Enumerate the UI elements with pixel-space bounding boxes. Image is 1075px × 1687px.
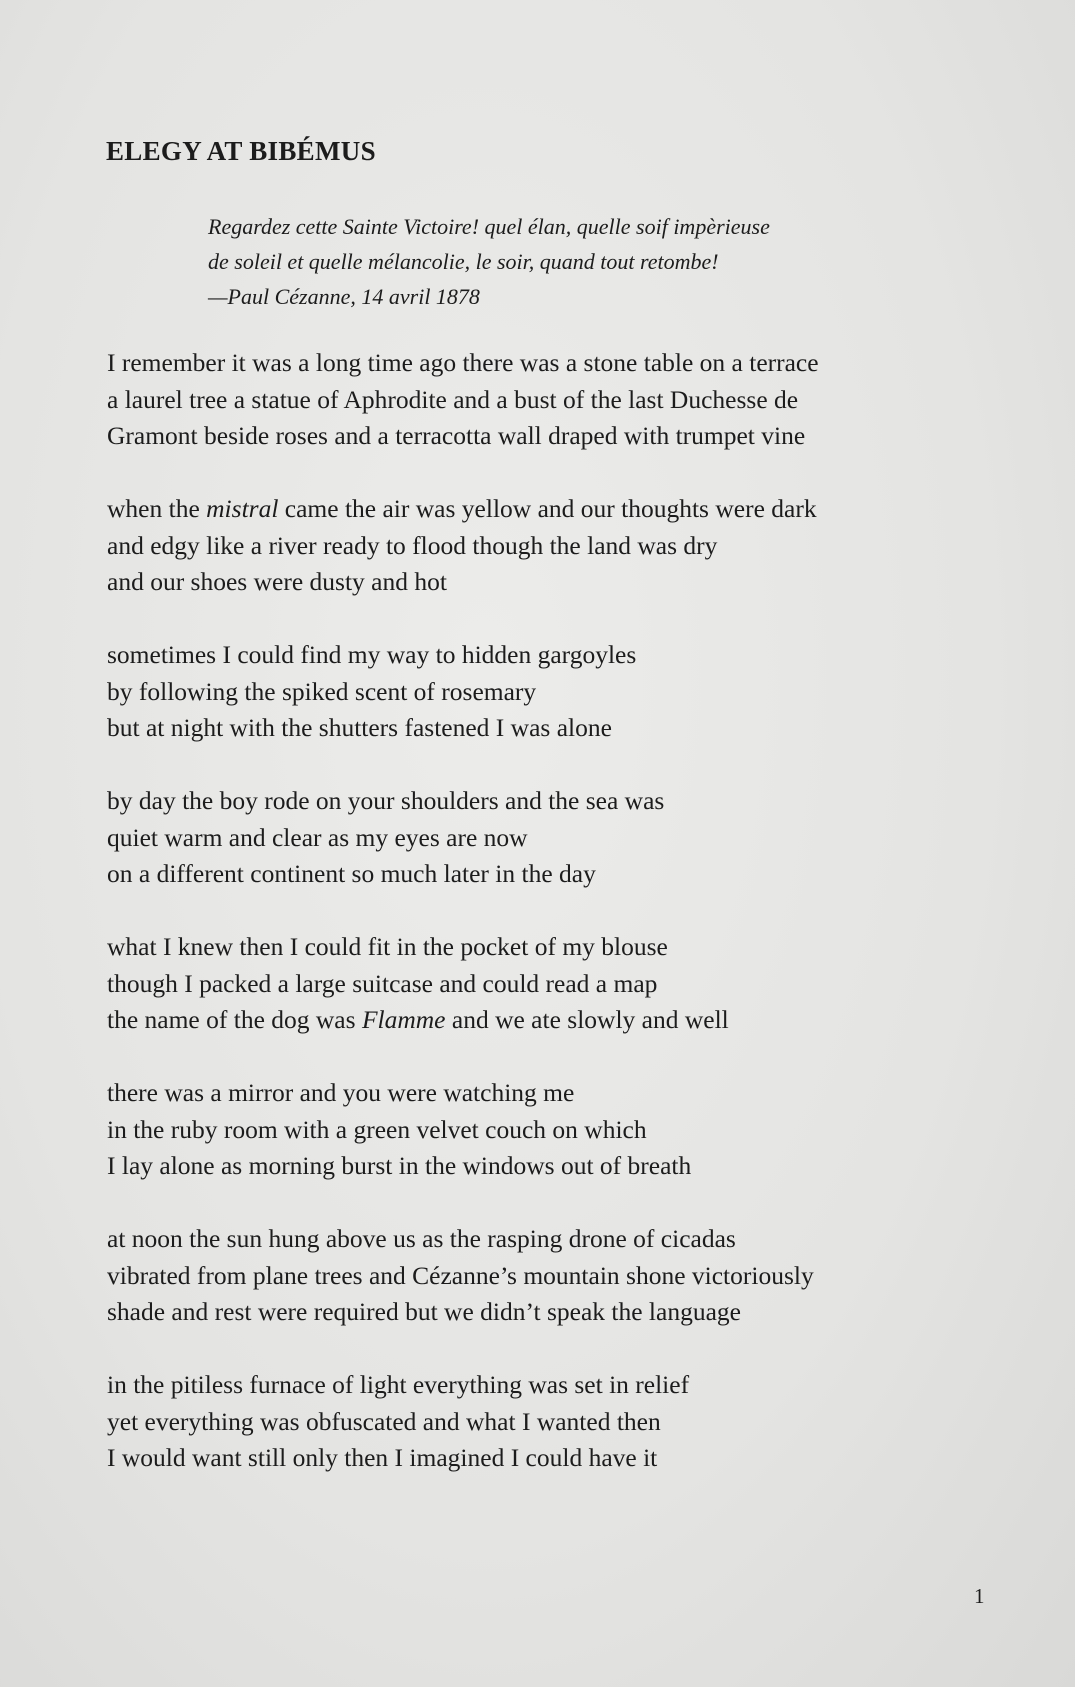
epigraph <box>208 209 770 314</box>
epigraph-attribution: —Paul Cézanne, 14 avril 1878 <box>208 284 480 309</box>
epigraph-line: Regardez cette Sainte Victoire! quel élan, quelle soif impèrieuse <box>208 214 770 239</box>
poem-line: I lay alone as morning burst in the windows out of breath <box>107 1151 692 1180</box>
poem-line: though I packed a large suitcase and could read a map <box>107 968 658 998</box>
stanza-1 <box>107 345 819 455</box>
poem-line: on a different continent so much later in the day <box>107 859 596 888</box>
poem-line: in the pitiless furnace of light everything was set in relief <box>107 1370 690 1399</box>
poem-line: there was a mirror and you were watching me <box>107 1078 575 1107</box>
stanza-7 <box>107 1221 819 1331</box>
stanza-5 <box>107 929 819 1039</box>
poem-line: by day the boy rode on your shoulders and the sea was <box>107 786 665 815</box>
poem-line: a laurel tree a statue of Aphrodite and a bust of the last Duchesse de <box>107 384 799 414</box>
poem-line: and our shoes were dusty and hot <box>107 567 447 596</box>
line-text: came the air was yellow and our thoughts were dark <box>278 494 817 523</box>
italic-word: mistral <box>206 494 279 523</box>
poem-title: ELEGY AT BIBÉMUS <box>106 136 376 166</box>
italic-word: Flamme <box>361 1005 446 1034</box>
poem-line: quiet warm and clear as my eyes are now <box>107 822 528 852</box>
poem-line: yet everything was obfuscated and what I wanted then <box>107 1406 661 1436</box>
epigraph-line: de soleil et quelle mélancolie, le soir, quand tout retombe! <box>208 249 719 274</box>
poem-line: what I knew then I could fit in the pocket of my blouse <box>107 932 668 961</box>
poem-line: Gramont beside roses and a terracotta wall draped with trumpet vine <box>107 421 806 450</box>
stanza-6 <box>107 1075 819 1185</box>
poem-line: but at night with the shutters fastened I was alone <box>107 713 612 742</box>
poem-line <box>107 491 819 528</box>
poem-line: vibrated from plane trees and Cézanne’s mountain shone victoriously <box>107 1260 814 1290</box>
poem-line <box>107 1002 819 1039</box>
stanza-8 <box>107 1367 819 1477</box>
poem-line: in the ruby room with a green velvet couch on which <box>107 1114 647 1144</box>
poem-line: at noon the sun hung above us as the rasping drone of cicadas <box>107 1224 736 1253</box>
poem-line: by following the spiked scent of rosemary <box>107 676 537 706</box>
poem-line: shade and rest were required but we didn’t speak the language <box>107 1297 741 1326</box>
poem-line: I would want still only then I imagined I could have it <box>107 1443 658 1472</box>
stanza-3 <box>107 637 819 747</box>
poem-line: and edgy like a river ready to flood though the land was dry <box>107 530 718 560</box>
poem-line: I remember it was a long time ago there was a stone table on a terrace <box>107 348 819 377</box>
line-text: and we ate slowly and well <box>445 1005 729 1034</box>
stanza-2 <box>107 491 819 601</box>
poem-line: sometimes I could find my way to hidden gargoyles <box>107 640 637 669</box>
line-text: when the <box>107 494 207 523</box>
line-text: the name of the dog was <box>107 1005 362 1034</box>
stanza-4 <box>107 783 819 893</box>
page-number: 1 <box>974 1584 985 1608</box>
poem-body <box>107 345 819 1513</box>
